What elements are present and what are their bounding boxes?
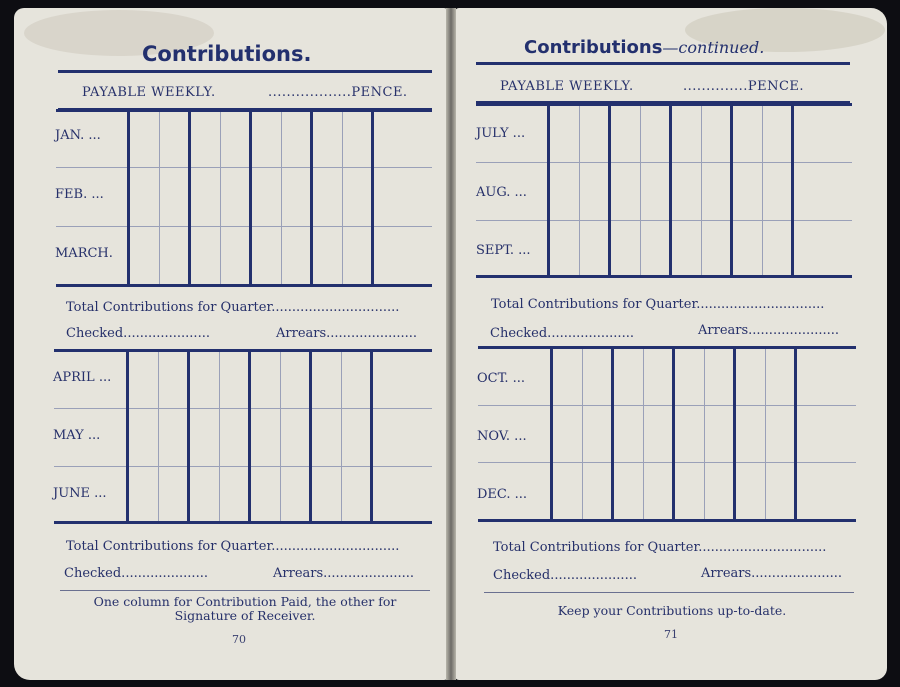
grid-row-line (54, 408, 432, 409)
checked-label-q1: Checked..................... (66, 326, 210, 341)
grid-column-bold (309, 352, 312, 521)
payable-weekly-label: PAYABLE WEEKLY. (82, 85, 216, 100)
grid-column-thin (342, 112, 343, 284)
grid-row-line (54, 466, 432, 467)
page-number: 71 (664, 628, 678, 641)
grid-row-line (56, 167, 432, 168)
month-label-aug: AUG. ... (476, 185, 527, 200)
month-label-oct: OCT. ... (477, 371, 526, 386)
grid-column-thin (582, 349, 583, 519)
checked-label-q3: Checked..................... (490, 326, 634, 341)
grid-column-bold (249, 112, 252, 284)
grid-column-bold (127, 112, 130, 284)
grid-column-bold (126, 352, 129, 521)
page-title-continued: —continued. (662, 38, 765, 57)
grid-column-thin (643, 349, 644, 519)
grid-column-bold (310, 112, 313, 284)
grid-row-line (476, 220, 852, 221)
month-label-sept: SEPT. ... (476, 243, 531, 258)
instruction-note-line-1: One column for Contribution Paid, the other for (93, 594, 397, 609)
grid-bottom-rule (54, 521, 432, 524)
arrears-label-q1: Arrears...................... (276, 326, 418, 341)
month-label-april: APRIL ... (53, 370, 112, 385)
grid-column-bold (248, 352, 251, 521)
grid-column-thin (704, 349, 705, 519)
grid-column-bold (733, 349, 736, 519)
total-contributions-q4: Total Contributions for Quarter............................... (493, 540, 827, 555)
grid-column-thin (280, 352, 281, 521)
grid-column-bold (611, 349, 614, 519)
total-contributions-q1: Total Contributions for Quarter............................... (66, 300, 400, 315)
arrears-label-q2: Arrears...................... (273, 566, 415, 581)
grid-column-bold (672, 349, 675, 519)
pence-label: ..................PENCE. (268, 85, 408, 100)
footer-rule (60, 590, 430, 591)
grid-column-bold (188, 112, 191, 284)
checked-label-q2: Checked..................... (64, 566, 208, 581)
title-rule (476, 62, 850, 65)
grid-column-thin (765, 349, 766, 519)
grid-column-thin (341, 352, 342, 521)
grid-column-bold (794, 349, 797, 519)
grid-column-bold (791, 106, 794, 275)
grid-row-line (478, 462, 856, 463)
page-title: Contributions. (142, 42, 312, 66)
grid-top-rule (476, 103, 852, 106)
arrears-label-q4: Arrears...................... (701, 566, 843, 581)
grid-column-bold (547, 106, 550, 275)
grid-top-rule (56, 109, 432, 112)
month-label-feb: FEB. ... (55, 187, 104, 202)
grid-column-bold (669, 106, 672, 275)
grid-column-thin (220, 112, 221, 284)
grid-column-bold (371, 112, 374, 284)
grid-column-bold (550, 349, 553, 519)
month-label-march: MARCH. (55, 246, 113, 261)
grid-column-thin (579, 106, 580, 275)
grid-column-bold (730, 106, 733, 275)
checked-label-q4: Checked..................... (493, 568, 637, 583)
grid-column-bold (608, 106, 611, 275)
pence-label: ..............PENCE. (683, 79, 805, 94)
arrears-label-q3: Arrears...................... (698, 323, 840, 338)
footer-rule (484, 592, 854, 593)
payable-weekly-label: PAYABLE WEEKLY. (500, 79, 634, 94)
month-label-july: JULY ... (476, 126, 526, 141)
grid-column-thin (159, 112, 160, 284)
month-label-may: MAY ... (53, 428, 101, 443)
month-label-jan: JAN. ... (55, 128, 101, 143)
book-gutter (446, 8, 456, 680)
grid-column-bold (187, 352, 190, 521)
grid-top-rule (478, 346, 856, 349)
page-title-text: Contributions (524, 37, 663, 58)
reminder-note: Keep your Contributions up-to-date. (557, 603, 787, 618)
month-label-dec: DEC. ... (477, 487, 528, 502)
grid-bottom-rule (476, 275, 852, 278)
grid-row-line (478, 405, 856, 406)
total-contributions-q3: Total Contributions for Quarter............................... (491, 297, 825, 312)
month-label-nov: NOV. ... (477, 429, 527, 444)
month-label-june: JUNE ... (53, 486, 107, 501)
page-title (524, 37, 764, 58)
grid-column-thin (219, 352, 220, 521)
grid-column-thin (701, 106, 702, 275)
page-number: 70 (232, 633, 246, 646)
grid-bottom-rule (478, 519, 856, 522)
instruction-note-line-2: Signature of Receiver. (174, 608, 316, 623)
grid-column-bold (370, 352, 373, 521)
grid-column-thin (762, 106, 763, 275)
grid-row-line (56, 226, 432, 227)
grid-top-rule (54, 349, 432, 352)
total-contributions-q2: Total Contributions for Quarter............................... (66, 539, 400, 554)
title-rule (58, 70, 432, 73)
grid-column-thin (281, 112, 282, 284)
grid-bottom-rule (56, 284, 432, 287)
grid-column-thin (640, 106, 641, 275)
grid-row-line (476, 162, 852, 163)
grid-column-thin (158, 352, 159, 521)
